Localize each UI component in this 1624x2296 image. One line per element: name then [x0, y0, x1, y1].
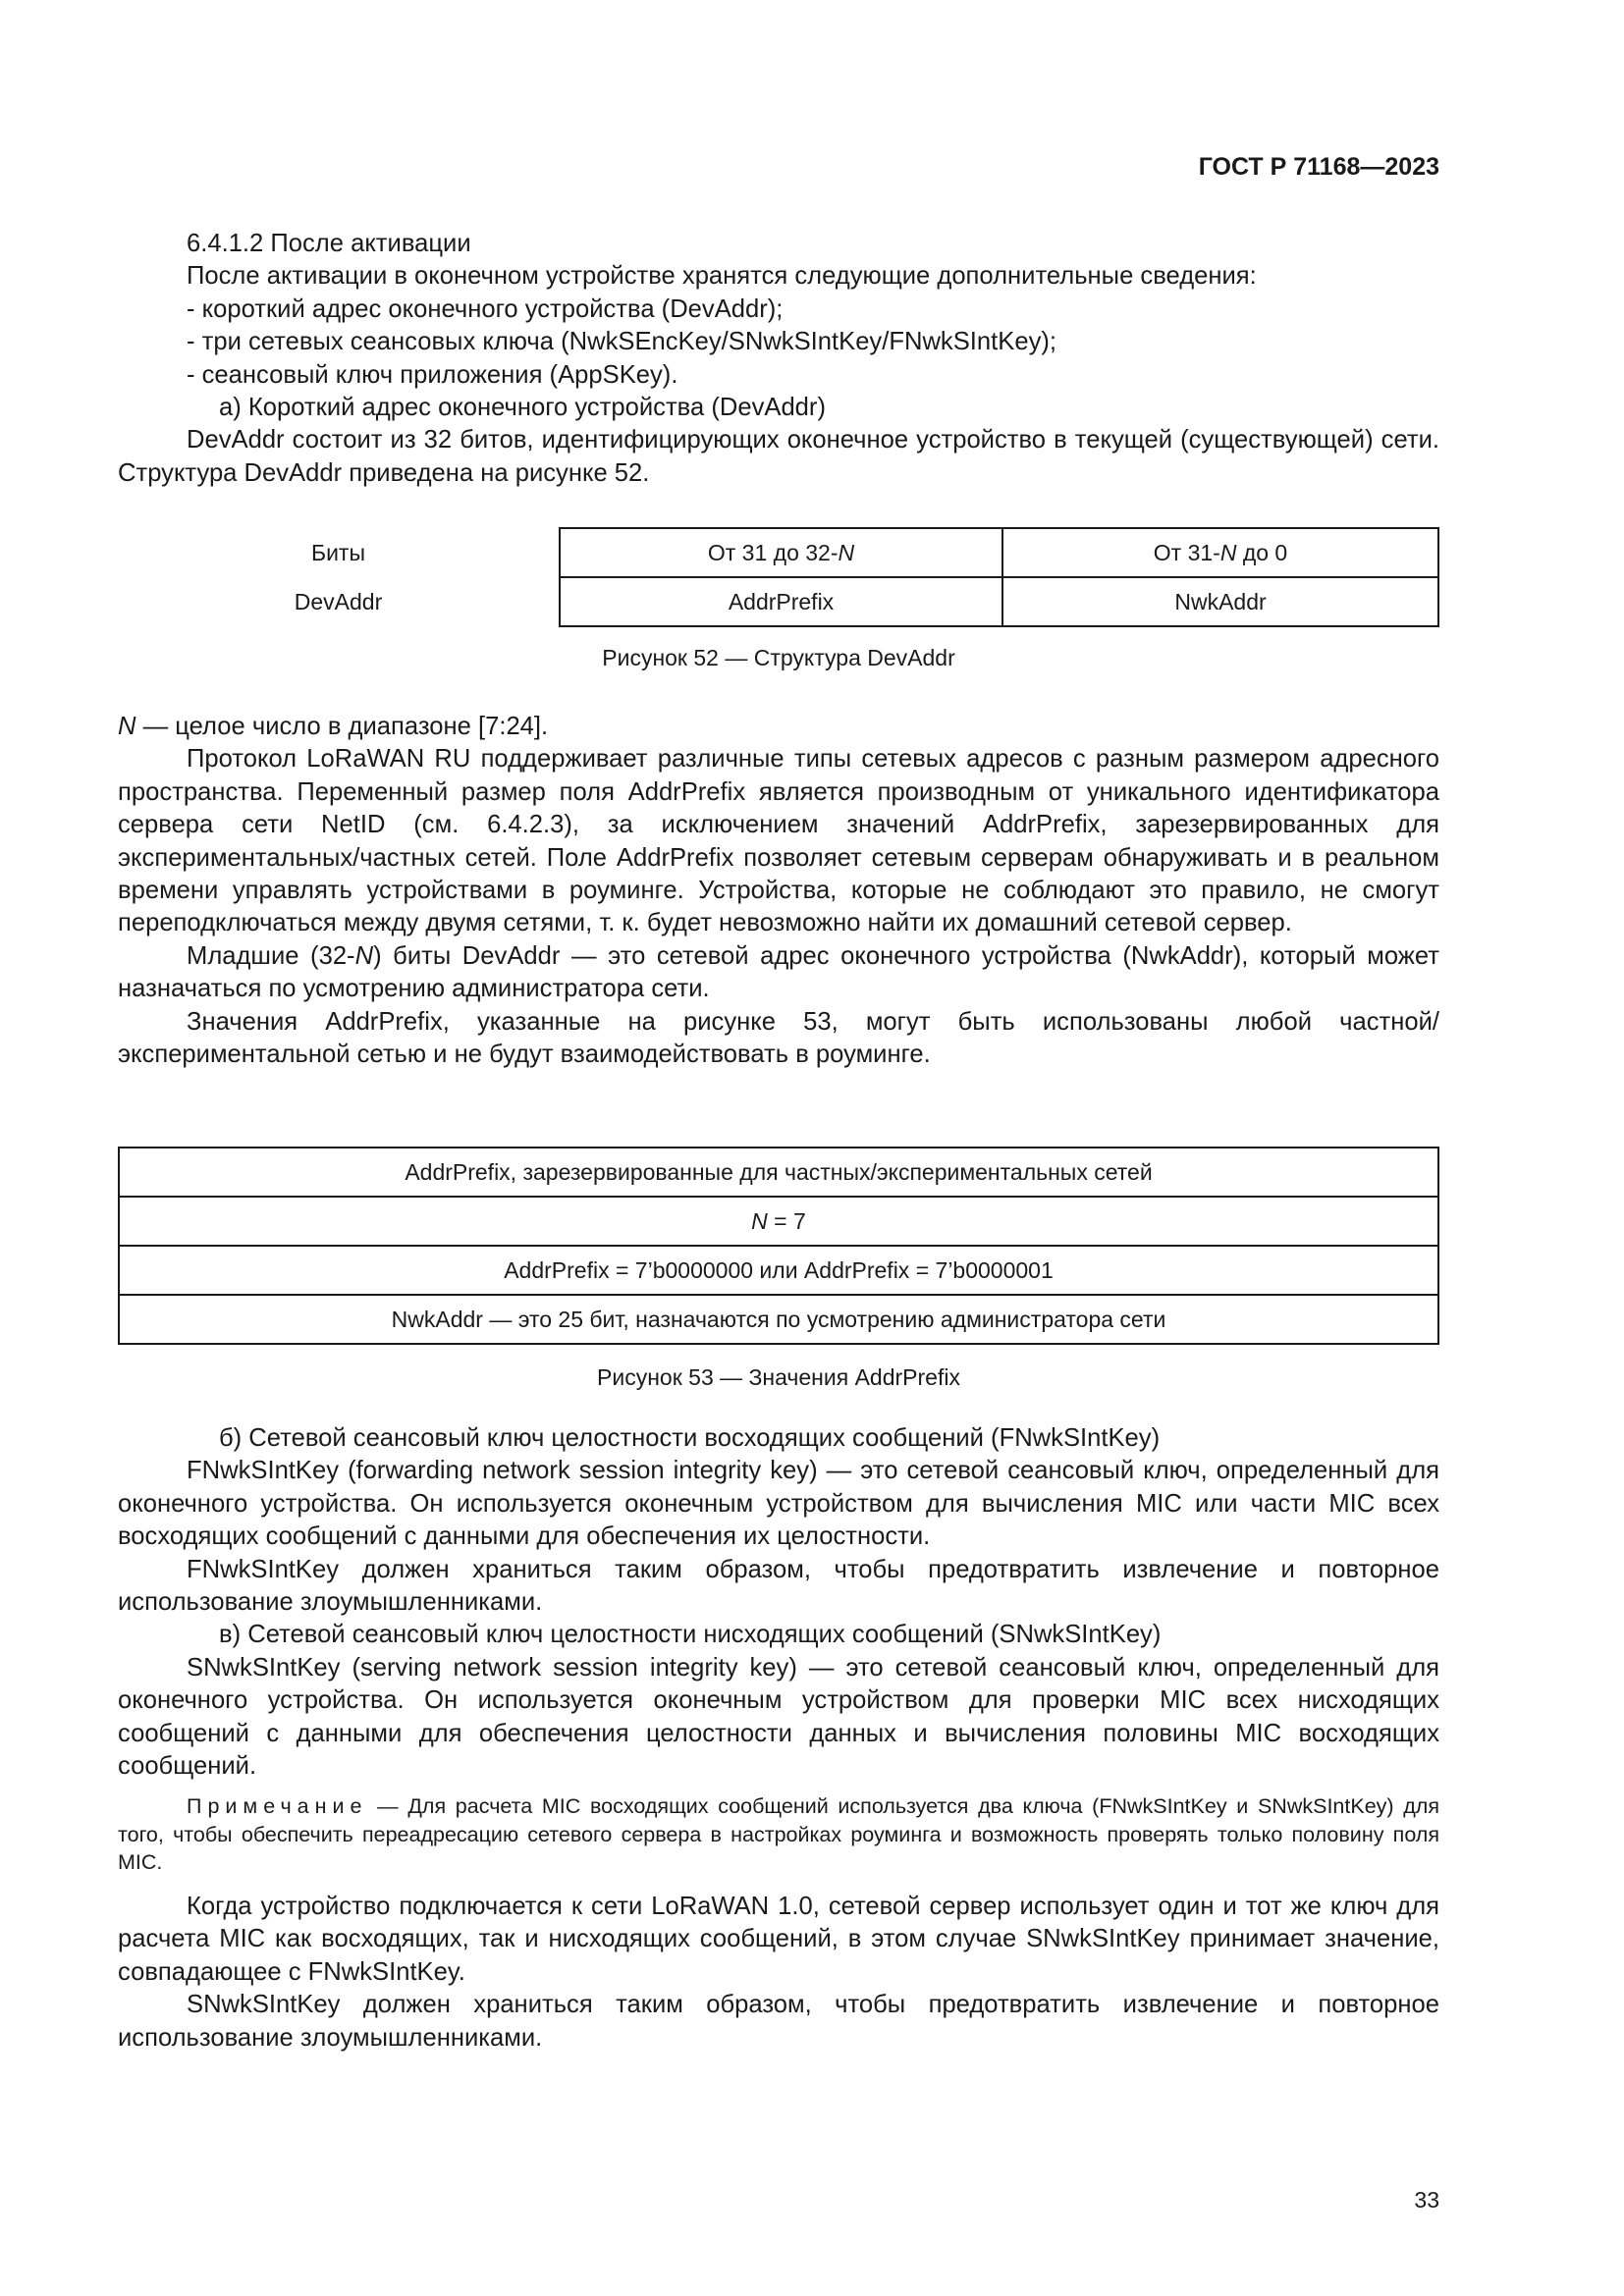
table-cell: Биты [310, 539, 365, 565]
figure-53 [118, 1147, 1439, 1392]
note: Примечание — Для расчета MIC восходящих сообщений используется два ключа (FNwkSIntKey и SNwkSIntKey) для того, чтобы обеспечить переадресацию сетевого сервера в настройках роуминга и возможность проверять только половину поля MIC. [118, 1794, 1439, 1875]
paragraph: FNwkSIntKey должен храниться таким образом, чтобы предотвратить извлечение и повторное использование злоумышленниками. [118, 1555, 1439, 1617]
devaddr-description: DevAddr состоит из 32 битов, идентифицирующих оконечное устройство в текущей (существующей) сети. Структура DevAddr приведена на рисунке 52. [118, 426, 1439, 487]
intro-paragraph: После активации в оконечном устройстве хранятся следующие дополнительные сведения: [187, 262, 1257, 291]
section-session-keys [118, 1422, 1439, 2055]
paragraph: SNwkSIntKey (serving network session integrity key) — это сетевой сеансовый ключ, определенный для оконечного устройства. Он используется оконечным устройством для проверки MIC всех нисходящих сообщений с данными для обеспечения целостности данных и вычисления половины MIC восходящих сообщений. [118, 1653, 1439, 1781]
subsection-b-heading: б) Сетевой сеансовый ключ целостности восходящих сообщений (FNwkSIntKey) [219, 1424, 1161, 1452]
n-definition: N — целое число в диапазоне [7:24]. [118, 713, 549, 740]
figure-52 [118, 527, 1439, 672]
table-cell: DevAddr [294, 588, 383, 614]
document-id-header: ГОСТ Р 71168—2023 [1198, 153, 1439, 181]
paragraph: FNwkSIntKey (forwarding network session integrity key) — это сетевой сеансовый ключ, определенный для оконечного устройства. Он используется оконечным устройством для вычисления MIC или части MIC всех восходящих сообщений с данными для обеспечения их целостности. [118, 1457, 1439, 1551]
section-heading: 6.4.1.2 После активации [187, 230, 471, 257]
table-cell: AddrPrefix = 7’b0000000 или AddrPrefix = 7’b0000001 [119, 1246, 1438, 1295]
table-cell: От 31 до 32-N [560, 528, 1002, 577]
paragraph: Протокол LoRaWAN RU поддерживает различные типы сетевых адресов с разным размером адресного пространства. Переменный размер поля AddrPrefix является производным от уникального идентификатора сервера сети NetID (см. 6.4.2.3), за исключением значений AddrPrefix, зарезервированных для экспериментальных/частных сетей. Поле AddrPrefix позволяет сетевым серверам обнаруживать и в реальном времени управлять устройствами в роуминге. Устройства, которые не соблюдают это правило, не смогут переподключаться между двумя сетями, т. к. будет невозможно найти их домашний сетевой сервер. [118, 745, 1439, 937]
subsection-a-heading: а) Короткий адрес оконечного устройства (DevAddr) [219, 394, 826, 422]
table-cell: NwkAddr — это 25 бит, назначаются по усмотрению администратора сети [119, 1295, 1438, 1344]
devaddr-structure-table [118, 527, 1439, 627]
figure-52-caption: Рисунок 52 — Структура DevAddr [602, 645, 955, 670]
subsection-c-heading: в) Сетевой сеансовый ключ целостности нисходящих сообщений (SNwkSIntKey) [219, 1621, 1162, 1649]
table-cell: AddrPrefix [560, 577, 1002, 626]
paragraph: SNwkSIntKey должен храниться таким образом, чтобы предотвратить извлечение и повторное использование злоумышленниками. [118, 1991, 1439, 2052]
list-item: - сеансовый ключ приложения (AppSKey). [187, 360, 678, 389]
paragraph: Когда устройство подключается к сети LoRaWAN 1.0, сетевой сервер использует один и тот же ключ для расчета MIC как восходящих, так и нисходящих сообщений, в этом случае SNwkSIntKey принимает значение, совпадающее с FNwkSIntKey. [118, 1892, 1439, 1986]
list-item: - три сетевых сеансовых ключа (NwkSEncKey/SNwkSIntKey/FNwkSIntKey); [187, 328, 1056, 356]
section-after-activation [118, 228, 1439, 490]
table-cell: NwkAddr [1002, 577, 1438, 626]
paragraph: Младшие (32-N) биты DevAddr — это сетевой адрес оконечного устройства (NwkAddr), который может назначаться по усмотрению администратора сети. [118, 941, 1439, 1003]
paragraph: Значения AddrPrefix, указанные на рисунке 53, могут быть использованы любой частной/экспериментальной сетью и не будут взаимодействовать в роуминге. [118, 1007, 1439, 1069]
table-cell: N = 7 [119, 1197, 1438, 1246]
figure-53-caption: Рисунок 53 — Значения AddrPrefix [597, 1364, 960, 1390]
page-number: 33 [1414, 2187, 1439, 2213]
section-addrprefix [118, 711, 1439, 1071]
table-cell: От 31-N до 0 [1002, 528, 1438, 577]
list-item: - короткий адрес оконечного устройства (DevAddr); [187, 294, 784, 323]
table-cell: AddrPrefix, зарезервированные для частных/экспериментальных сетей [119, 1148, 1438, 1197]
addrprefix-values-table [118, 1147, 1439, 1345]
